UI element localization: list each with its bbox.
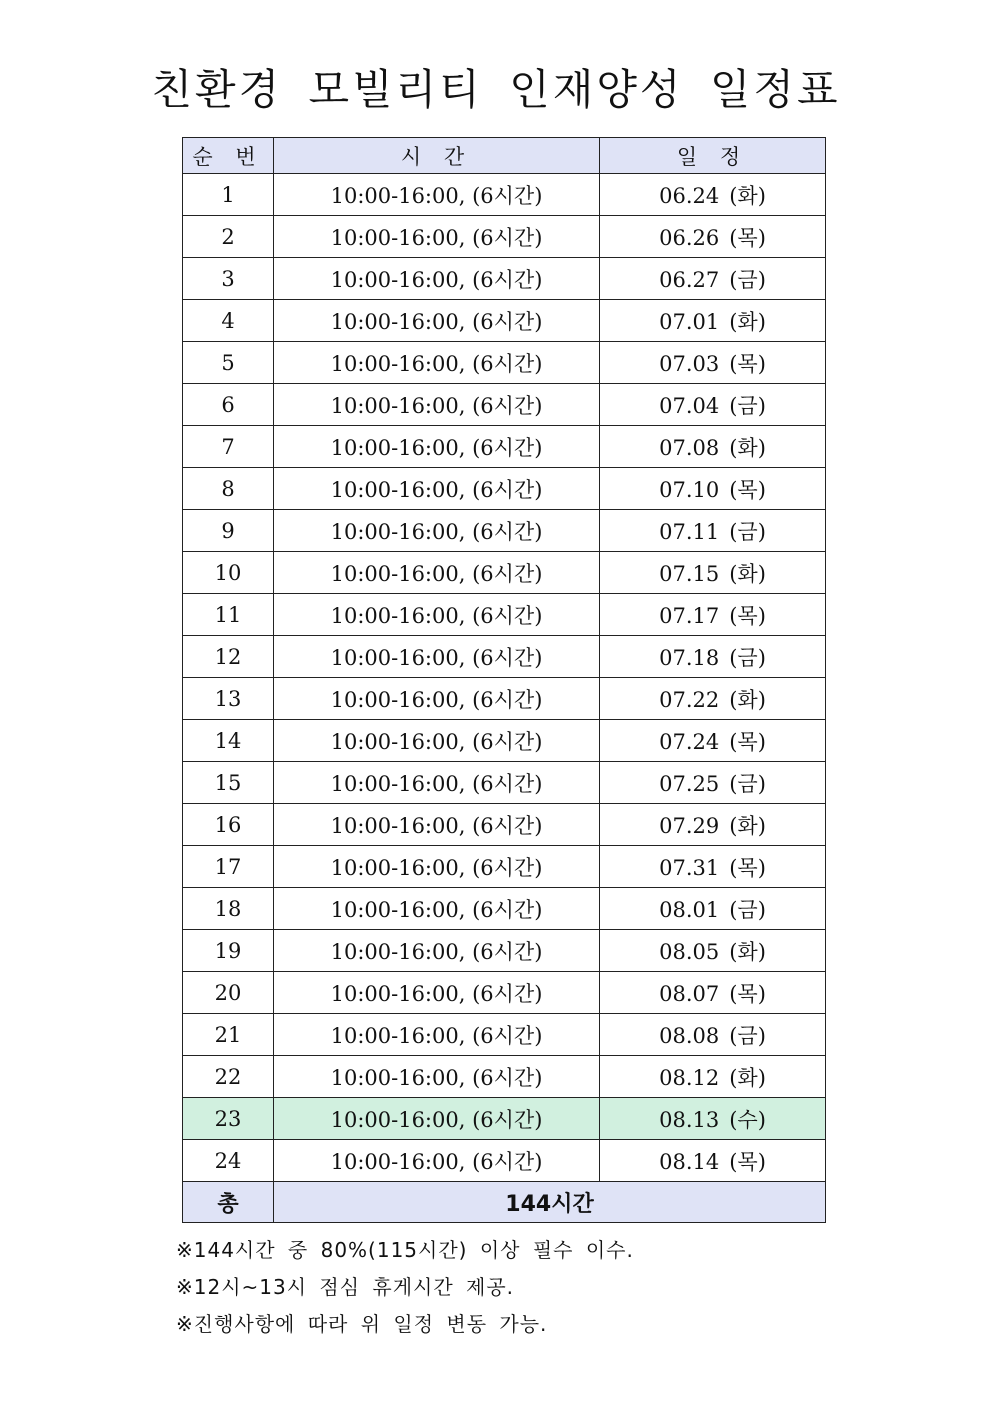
total-label: 총 — [183, 1182, 274, 1223]
row-date: 07.10 — [659, 477, 720, 502]
row-number: 5 — [183, 342, 274, 384]
row-schedule — [600, 1056, 826, 1098]
row-weekday: (목) — [729, 477, 766, 502]
row-number: 4 — [183, 300, 274, 342]
note-schedule-change: ※진행사항에 따라 위 일정 변동 가능. — [176, 1312, 548, 1336]
row-time: 10:00-16:00, (6시간) — [274, 1140, 600, 1182]
row-time: 10:00-16:00, (6시간) — [274, 342, 600, 384]
row-time: 10:00-16:00, (6시간) — [274, 1056, 600, 1098]
table-row — [183, 468, 826, 510]
row-time: 10:00-16:00, (6시간) — [274, 1098, 600, 1140]
row-weekday: (화) — [729, 813, 766, 838]
row-time: 10:00-16:00, (6시간) — [274, 888, 600, 930]
row-weekday: (화) — [729, 939, 766, 964]
row-time: 10:00-16:00, (6시간) — [274, 846, 600, 888]
row-number: 22 — [183, 1056, 274, 1098]
table-row — [183, 804, 826, 846]
row-schedule — [600, 258, 826, 300]
table-row — [183, 678, 826, 720]
row-weekday: (목) — [729, 729, 766, 754]
row-time: 10:00-16:00, (6시간) — [274, 972, 600, 1014]
header-no: 순 번 — [183, 138, 274, 174]
row-date: 07.03 — [659, 351, 720, 376]
row-time: 10:00-16:00, (6시간) — [274, 258, 600, 300]
row-weekday: (금) — [729, 897, 766, 922]
row-time: 10:00-16:00, (6시간) — [274, 930, 600, 972]
row-schedule — [600, 762, 826, 804]
row-weekday: (화) — [729, 435, 766, 460]
row-schedule — [600, 594, 826, 636]
note-lunch-break: ※12시~13시 점심 휴게시간 제공. — [176, 1275, 515, 1299]
row-time: 10:00-16:00, (6시간) — [274, 426, 600, 468]
row-date: 06.26 — [659, 225, 720, 250]
row-date: 08.13 — [659, 1107, 720, 1132]
row-time: 10:00-16:00, (6시간) — [274, 762, 600, 804]
row-number: 11 — [183, 594, 274, 636]
row-weekday: (금) — [729, 771, 766, 796]
row-date: 07.25 — [659, 771, 720, 796]
row-time: 10:00-16:00, (6시간) — [274, 300, 600, 342]
table-row — [183, 762, 826, 804]
row-schedule — [600, 636, 826, 678]
row-weekday: (화) — [729, 309, 766, 334]
row-weekday: (목) — [729, 351, 766, 376]
row-number: 20 — [183, 972, 274, 1014]
row-schedule — [600, 1140, 826, 1182]
header-date: 일 정 — [600, 138, 826, 174]
row-number: 19 — [183, 930, 274, 972]
row-schedule — [600, 846, 826, 888]
table-row — [183, 216, 826, 258]
row-schedule — [600, 216, 826, 258]
row-schedule — [600, 804, 826, 846]
row-schedule — [600, 1014, 826, 1056]
row-number: 7 — [183, 426, 274, 468]
row-schedule — [600, 342, 826, 384]
row-time: 10:00-16:00, (6시간) — [274, 594, 600, 636]
table-row — [183, 1056, 826, 1098]
row-number: 10 — [183, 552, 274, 594]
row-schedule — [600, 300, 826, 342]
row-date: 07.11 — [659, 519, 720, 544]
row-schedule — [600, 552, 826, 594]
note-required-hours: ※144시간 중 80%(115시간) 이상 필수 이수. — [176, 1238, 634, 1262]
row-date: 08.14 — [659, 1149, 720, 1174]
row-time: 10:00-16:00, (6시간) — [274, 804, 600, 846]
row-time: 10:00-16:00, (6시간) — [274, 678, 600, 720]
row-time: 10:00-16:00, (6시간) — [274, 174, 600, 216]
table-row — [183, 384, 826, 426]
row-time: 10:00-16:00, (6시간) — [274, 720, 600, 762]
row-weekday: (목) — [729, 1149, 766, 1174]
row-time: 10:00-16:00, (6시간) — [274, 552, 600, 594]
total-value: 144시간 — [274, 1182, 826, 1223]
row-schedule — [600, 384, 826, 426]
row-number: 8 — [183, 468, 274, 510]
table-body — [183, 174, 826, 1182]
row-number: 24 — [183, 1140, 274, 1182]
row-date: 07.17 — [659, 603, 720, 628]
row-number: 14 — [183, 720, 274, 762]
table-row — [183, 846, 826, 888]
row-number: 13 — [183, 678, 274, 720]
row-date: 07.29 — [659, 813, 720, 838]
row-date: 07.24 — [659, 729, 720, 754]
row-number: 12 — [183, 636, 274, 678]
table-row — [183, 342, 826, 384]
row-schedule — [600, 426, 826, 468]
row-time: 10:00-16:00, (6시간) — [274, 1014, 600, 1056]
row-number: 18 — [183, 888, 274, 930]
table-header — [183, 138, 826, 174]
table-row — [183, 1140, 826, 1182]
table-row — [183, 510, 826, 552]
header-row — [183, 138, 826, 174]
row-schedule — [600, 972, 826, 1014]
row-number: 17 — [183, 846, 274, 888]
row-number: 21 — [183, 1014, 274, 1056]
table-row — [183, 1098, 826, 1140]
table-footer — [183, 1182, 826, 1223]
page-title: 친환경 모빌리티 인재양성 일정표 — [151, 65, 841, 114]
row-weekday: (금) — [729, 645, 766, 670]
row-schedule — [600, 174, 826, 216]
row-date: 07.04 — [659, 393, 720, 418]
row-time: 10:00-16:00, (6시간) — [274, 384, 600, 426]
row-date: 07.22 — [659, 687, 720, 712]
row-weekday: (화) — [729, 687, 766, 712]
table-row — [183, 426, 826, 468]
row-date: 07.31 — [659, 855, 720, 880]
table-row — [183, 1014, 826, 1056]
row-weekday: (목) — [729, 855, 766, 880]
schedule-table — [182, 137, 826, 1223]
row-date: 07.15 — [659, 561, 720, 586]
header-time: 시 간 — [274, 138, 600, 174]
row-number: 23 — [183, 1098, 274, 1140]
row-number: 2 — [183, 216, 274, 258]
table-row — [183, 300, 826, 342]
table-row — [183, 972, 826, 1014]
row-date: 07.01 — [659, 309, 720, 334]
table-row — [183, 594, 826, 636]
row-time: 10:00-16:00, (6시간) — [274, 510, 600, 552]
row-number: 9 — [183, 510, 274, 552]
table-row — [183, 636, 826, 678]
row-time: 10:00-16:00, (6시간) — [274, 636, 600, 678]
row-weekday: (목) — [729, 981, 766, 1006]
row-date: 08.12 — [659, 1065, 720, 1090]
notes — [176, 1232, 876, 1343]
row-date: 07.08 — [659, 435, 720, 460]
table-row — [183, 888, 826, 930]
row-time: 10:00-16:00, (6시간) — [274, 216, 600, 258]
row-number: 16 — [183, 804, 274, 846]
row-date: 06.27 — [659, 267, 720, 292]
row-date: 07.18 — [659, 645, 720, 670]
row-weekday: (화) — [729, 183, 766, 208]
table-row — [183, 552, 826, 594]
table-row — [183, 174, 826, 216]
row-weekday: (화) — [729, 1065, 766, 1090]
row-schedule — [600, 510, 826, 552]
row-date: 06.24 — [659, 183, 720, 208]
table-row — [183, 720, 826, 762]
row-number: 1 — [183, 174, 274, 216]
row-schedule — [600, 678, 826, 720]
row-weekday: (금) — [729, 267, 766, 292]
row-date: 08.07 — [659, 981, 720, 1006]
row-weekday: (화) — [729, 561, 766, 586]
table-row — [183, 258, 826, 300]
row-time: 10:00-16:00, (6시간) — [274, 468, 600, 510]
row-schedule — [600, 888, 826, 930]
total-row — [183, 1182, 826, 1223]
row-number: 15 — [183, 762, 274, 804]
row-weekday: (금) — [729, 393, 766, 418]
row-schedule — [600, 930, 826, 972]
row-schedule — [600, 720, 826, 762]
row-schedule — [600, 468, 826, 510]
row-schedule — [600, 1098, 826, 1140]
row-date: 08.05 — [659, 939, 720, 964]
table-row — [183, 930, 826, 972]
row-number: 3 — [183, 258, 274, 300]
row-weekday: (목) — [729, 603, 766, 628]
row-date: 08.01 — [659, 897, 720, 922]
row-weekday: (목) — [729, 225, 766, 250]
row-date: 08.08 — [659, 1023, 720, 1048]
row-weekday: (금) — [729, 1023, 766, 1048]
row-number: 6 — [183, 384, 274, 426]
row-weekday: (수) — [729, 1107, 766, 1132]
row-weekday: (금) — [729, 519, 766, 544]
